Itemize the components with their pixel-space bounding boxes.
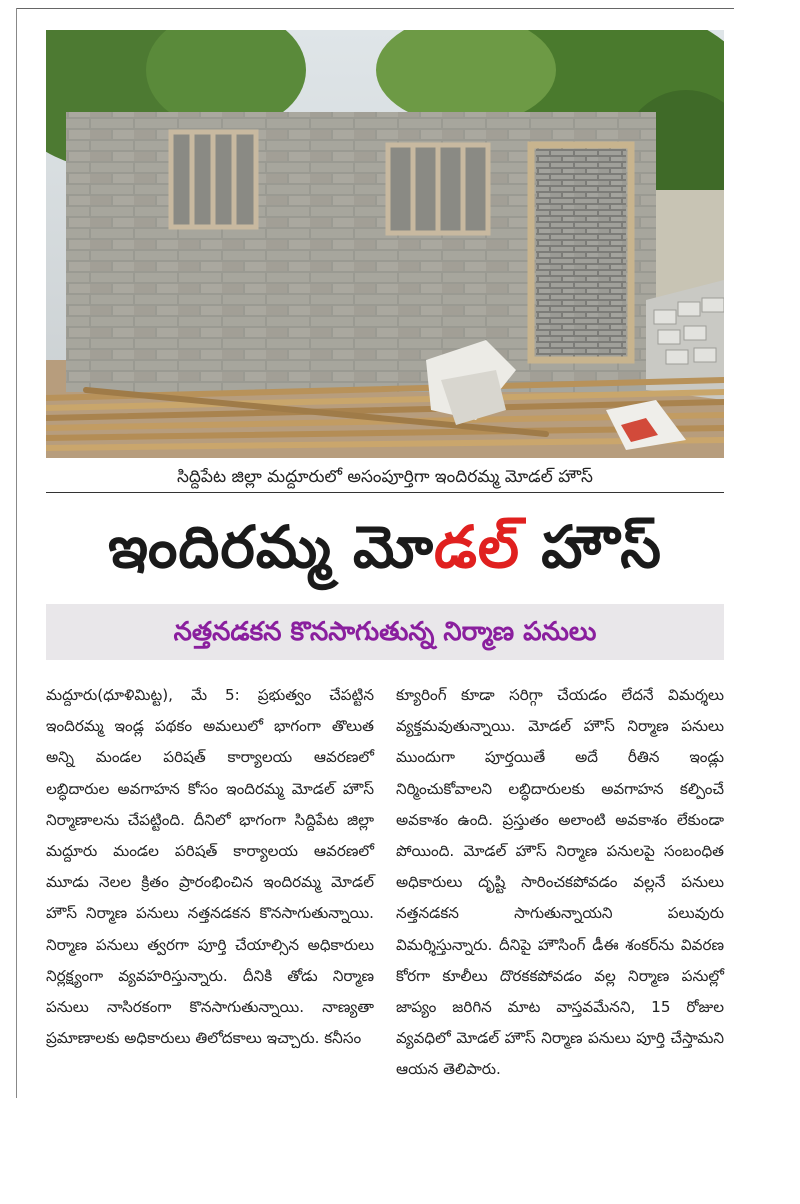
article-text-right: క్యూరింగ్ కూడా సరిగ్గా చేయడం లేదనే విమర్శలు వ్యక్తమవుతున్నాయి. మోడల్ హౌస్ నిర్మాణ పనులు ముందుగా పూర్తయితే అదే రీతిన ఇండ్లు నిర్మించుకోవాలని లబ్ధిదారులకు అవగాహన కల్పించే అవకాశం ఉంది. ప్రస్తుతం అలాంటి అవకాశం లేకుండా పోయింది. మోడల్ హౌస్ నిర్మాణ పనులపై సంబంధిత అధికారులు దృష్టి సారించకపోవడం వల్లనే పనులు నత్తనడకన సాగుతున్నాయని పలువురు విమర్శిస్తున్నారు. దీనిపై హౌసింగ్ డీఈ శంకర్‌ను వివరణ కోరగా కూలీలు దొరకకపోవడం వల్ల నిర్మాణ పనుల్లో జాప్యం జరిగిన మాట వాస్తవమేనని, 15 రోజుల వ్యవధిలో మోడల్ హౌస్ నిర్మాణ పనులు పూర్తి చేస్తామని ఆయన తెలిపారు. xyxy=(396,686,724,1079)
construction-photo xyxy=(46,30,724,458)
article-column-right xyxy=(396,680,724,1086)
left-rule xyxy=(16,8,17,1098)
headline-part-1: ఇందిరమ్మ మో xyxy=(108,513,434,581)
top-rule xyxy=(16,0,734,9)
subheadline: నత్తనడకన కొనసాగుతున్న నిర్మాణ పనులు xyxy=(46,604,724,660)
construction-photo-icon xyxy=(46,30,724,458)
article-text-left: మద్దూరు(ధూళిమిట్ట), మే 5: ప్రభుత్వం చేపట్టిన ఇందిరమ్మ ఇండ్ల పథకం అమలులో భాగంగా తొలుత అన్ని మండల పరిషత్ కార్యాలయ ఆవరణలో లబ్ధిదారుల అవగాహన కోసం ఇందిరమ్మ మోడల్ హౌస్ నిర్మాణాలను చేపట్టింది. దీనిలో భాగంగా సిద్దిపేట జిల్లా మద్దూరు మండల పరిషత్ కార్యాలయ ఆవరణలో మూడు నెలల క్రితం ప్రారంభించిన ఇందిరమ్మ మోడల్ హౌస్ నిర్మాణ పనులు నత్తనడకన కొనసాగుతున్నాయి. నిర్మాణ పనులు త్వరగా పూర్తి చేయాల్సిన అధికారులు నిర్లక్ష్యంగా వ్యవహరిస్తున్నారు. దీనికి తోడు నిర్మాణ పనులు నాసిరకంగా కొనసాగుతున్నాయి. నాణ్యతా ప్రమాణాలకు అధికారులు తిలోదకాలు ఇచ్చారు. కనీసం xyxy=(46,686,374,1048)
headline xyxy=(46,500,724,595)
article-column-left xyxy=(46,680,374,1054)
headline-part-2: హౌస్ xyxy=(520,513,662,581)
photo-caption: సిద్దిపేట జిల్లా మద్దూరులో అసంపూర్తిగా ఇందిరమ్మ మోడల్ హౌస్ xyxy=(46,462,724,493)
headline-accent: డల్ xyxy=(433,513,520,581)
